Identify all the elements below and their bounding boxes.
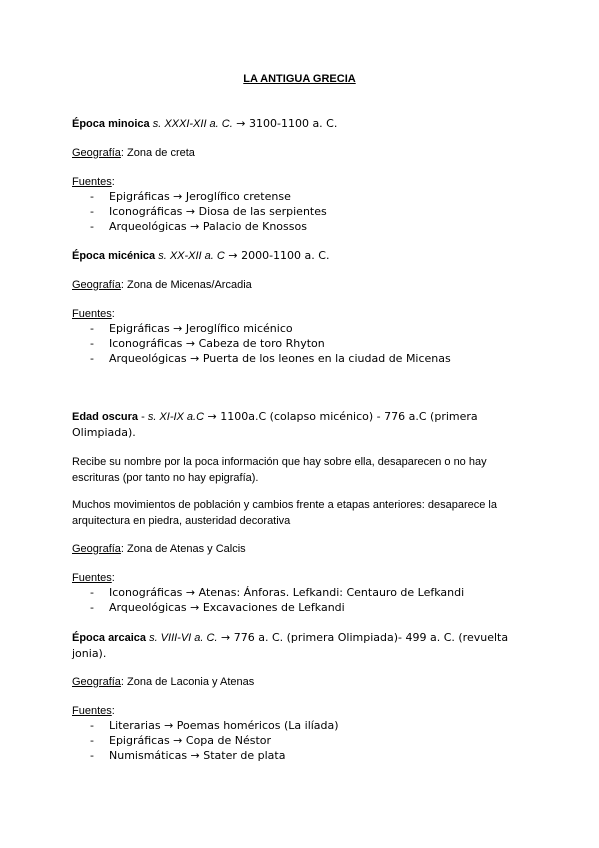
list-item: - Epigráficas → Jeroglífico micénico bbox=[90, 322, 293, 335]
sources-label-minoica: Fuentes: bbox=[72, 176, 115, 188]
era-dates: → 776 a. C. (primera Olimpiada)- 499 a. C. (revuelta jonia). bbox=[72, 631, 509, 660]
geography-value: : Zona de Micenas/Arcadia bbox=[120, 279, 252, 291]
list-item: - Arqueológicas → Puerta de los leones en la ciudad de Micenas bbox=[90, 352, 451, 365]
list-item: - Numismáticas → Stater de plata bbox=[90, 749, 286, 762]
geography-value: : Zona de creta bbox=[120, 147, 195, 159]
paragraph: Muchos movimientos de población y cambios frente a etapas anteriores: desaparece la arquitectura en piedra, austeridad decorativa bbox=[72, 499, 497, 527]
era-dates: → 3100-1100 a. C. bbox=[232, 117, 338, 130]
geography-label: Geografía bbox=[72, 147, 121, 159]
geography-label: Geografía bbox=[72, 279, 121, 291]
geography-value: : Zona de Atenas y Calcis bbox=[120, 543, 246, 555]
page-title: LA ANTIGUA GRECIA bbox=[243, 73, 356, 85]
geography-label: Geografía bbox=[72, 543, 121, 555]
era-dates: → 1100a.C (colapso micénico) - 776 a.C (primera Olimpiada). bbox=[72, 410, 478, 439]
era-heading-micenica bbox=[72, 249, 329, 263]
era-centuries: s. VIII-VI a. C. bbox=[149, 632, 218, 644]
era-name: Edad oscura bbox=[72, 411, 139, 423]
list-item: - Iconográficas → Cabeza de toro Rhyton bbox=[90, 337, 325, 350]
geography-value: : Zona de Laconia y Atenas bbox=[120, 676, 255, 688]
list-item: - Iconográficas → Diosa de las serpientes bbox=[90, 205, 327, 218]
era-heading-arcaica bbox=[72, 630, 534, 662]
era-dates: → 2000-1100 a. C. bbox=[224, 249, 330, 262]
sources-label: Fuentes bbox=[72, 572, 112, 584]
sources-label-micenica: Fuentes: bbox=[72, 308, 115, 320]
list-item: - Arqueológicas → Excavaciones de Lefkandi bbox=[90, 601, 345, 614]
era-heading-minoica bbox=[72, 117, 337, 131]
era-centuries: s. XXXI-XII a. C. bbox=[152, 118, 233, 130]
list-item: - Iconográficas → Atenas: Ánforas. Lefkandi: Centauro de Lefkandi bbox=[90, 586, 465, 599]
geography-line-arcaica bbox=[72, 676, 254, 689]
sources-label: Fuentes bbox=[72, 176, 112, 188]
era-name: Época micénica bbox=[72, 250, 156, 262]
geography-line-minoica bbox=[72, 147, 195, 160]
era-name: Época minoica bbox=[72, 118, 150, 130]
era-name: Época arcaica bbox=[72, 632, 146, 644]
sources-label: Fuentes bbox=[72, 705, 112, 717]
era-centuries: s. XX-XII a. C bbox=[158, 250, 225, 262]
sources-label-arcaica: Fuentes: bbox=[72, 705, 115, 717]
paragraph: Recibe su nombre por la poca información que hay sobre ella, desaparecen o no hay escrituras (por tanto no hay epigrafía). bbox=[72, 456, 487, 484]
list-item: - Arqueológicas → Palacio de Knossos bbox=[90, 220, 307, 233]
list-item: - Epigráficas → Copa de Néstor bbox=[90, 734, 272, 747]
sources-label: Fuentes bbox=[72, 308, 112, 320]
list-item: - Literarias → Poemas homéricos (La ilíada) bbox=[90, 719, 339, 732]
geography-line-oscura bbox=[72, 543, 246, 556]
sources-label-oscura: Fuentes: bbox=[72, 572, 115, 584]
geography-line-micenica bbox=[72, 279, 252, 292]
list-item: - Epigráficas → Jeroglífico cretense bbox=[90, 190, 291, 203]
geography-label: Geografía bbox=[72, 676, 121, 688]
era-heading-oscura: Edad oscura - s. XI-IX a.C → 1100a.C (colapso micénico) - 776 a.C (primera Olimpiada). bbox=[72, 410, 478, 439]
era-centuries: s. XI-IX a.C bbox=[147, 411, 205, 423]
